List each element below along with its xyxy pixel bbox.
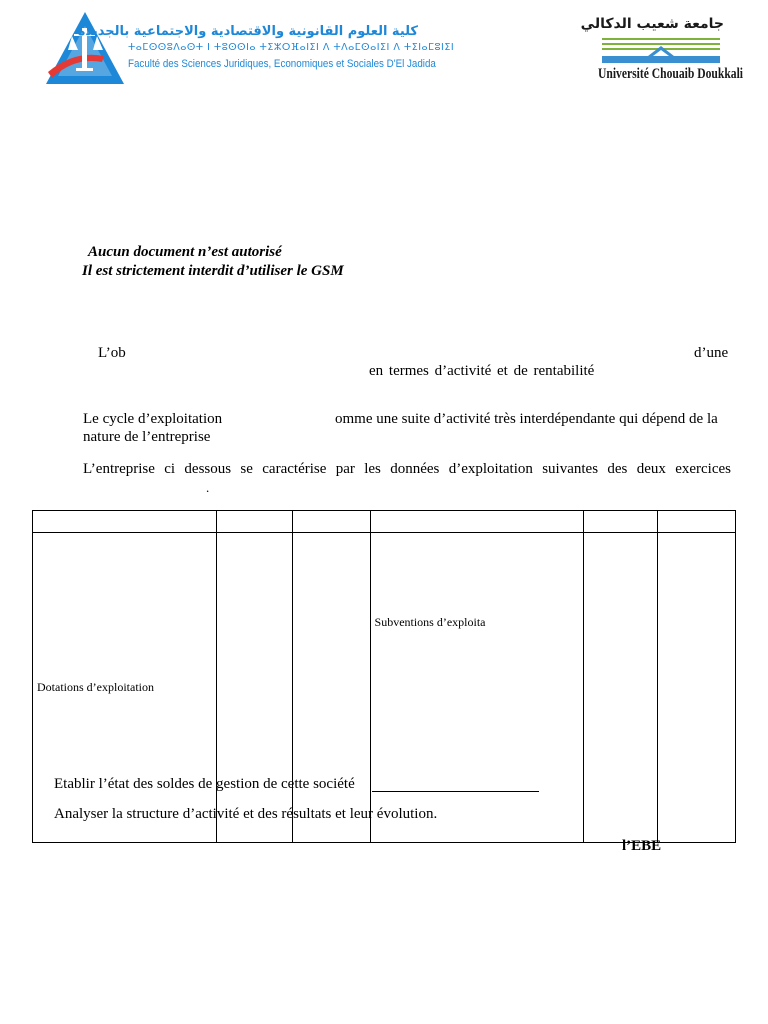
table-header-row [33,511,736,533]
row-label-dotations: Dotations d’exploitation [37,680,154,694]
table-row [33,533,736,843]
instruction-no-phone: Il est strictement interdit d’utiliser le GSM [82,263,344,279]
faculty-name-arabic: كلية العلوم القانونية والاقتصادية والاجتماعية بالجديدة [77,24,418,39]
row-label-subventions: Subventions d’exploita [374,615,486,629]
operating-data-table [32,510,736,843]
answer-underline [372,791,539,792]
question-3: l’EBE [622,838,662,854]
university-name-french: Université Chouaib Doukkali [598,66,744,82]
table-cell [292,533,370,843]
table-cell [584,533,658,843]
paragraph3-text: L’entreprise ci dessous se caractérise par les données d’exploitation suivantes des deux exercices [83,461,731,477]
instruction-no-documents: Aucun document n’est autorisé [88,244,282,260]
table-cell [370,511,584,533]
paragraph2-start: Le cycle d’exploitation [83,411,223,427]
paragraph2-middle: omme une suite d’activité très interdépendante qui dépend de la [335,411,718,427]
table-cell-dotations [33,533,217,843]
paragraph2-line2: nature de l’entreprise [83,429,211,445]
paragraph1-line2: en termes d’activité et de rentabilité [369,363,595,379]
question-2: Analyser la structure d’activité et des résultats et leur évolution. [54,806,438,822]
table-cell [216,511,292,533]
table-cell [33,511,217,533]
university-name-arabic: جامعة شعيب الدكالي [580,16,724,32]
table-cell [292,511,370,533]
table-cell [658,533,736,843]
question-1: Etablir l’état des soldes de gestion de cette société [54,776,355,792]
faculty-name-french: Faculté des Sciences Juridiques, Economiques et Sociales D'El Jadida [128,58,436,70]
faculty-name-tifinagh: ⵜⴰⵎⵙⵙⵓⴷⴰⵙⵜ ⵏ ⵜⵓⵙⵙⵏⴰ ⵜⵉⵣⵔⴼⴰⵏⵉⵏ ⴷ ⵜⴷⴰⵎⵙⴰⵏⵉⵏ ⴷ ⵜⵉⵏⴰⵎⵓⵏⵉⵏ [128,42,455,53]
faculty-logo-icon [44,10,126,86]
table-cell-subventions [370,533,584,843]
table-cell [216,533,292,843]
university-logo-icon [598,36,724,68]
paragraph3-trailing: . [206,480,210,495]
table-cell [584,511,658,533]
table-cell [658,511,736,533]
paragraph1-start: L’ob [98,345,126,361]
paragraph1-end: d’une [694,345,729,361]
